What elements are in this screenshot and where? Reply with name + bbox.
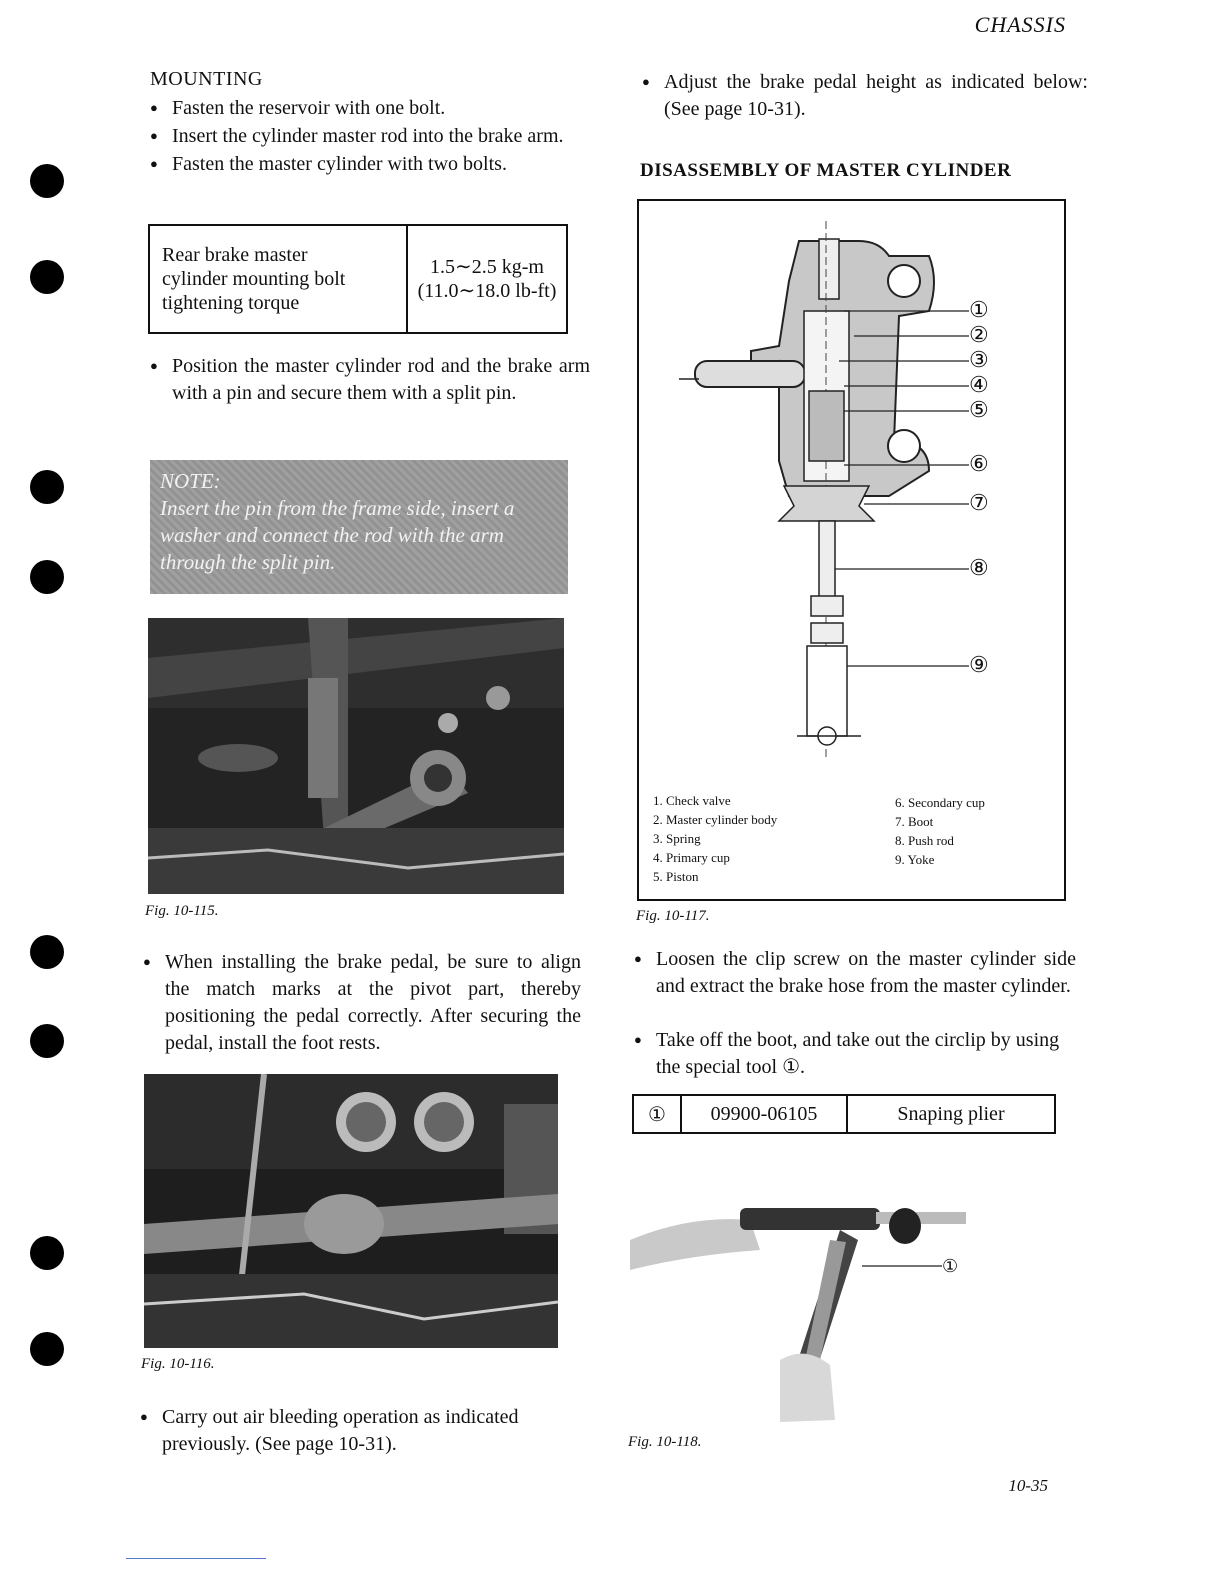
torque-table (148, 224, 568, 334)
callout-6: ⑥ (969, 451, 989, 476)
binder-hole (30, 260, 64, 294)
binder-hole (30, 1332, 64, 1366)
diagram-legend-right (895, 793, 985, 869)
fig-115-caption: Fig. 10-115. (145, 903, 219, 919)
callout-4: ④ (969, 372, 989, 397)
photo-fig-116 (144, 1074, 558, 1348)
footer-rule (126, 1558, 266, 1559)
photo-brake-master-cylinder-mount (148, 618, 564, 894)
list-item: ● Insert the cylinder master rod into the brake arm. (150, 122, 570, 150)
legend-item: 2. Master cylinder body (653, 812, 778, 827)
legend-item: 7. Boot (895, 814, 934, 829)
diagram-legend-left (653, 791, 777, 886)
mounting-steps (150, 94, 570, 178)
list-item: ● Fasten the reservoir with one bolt. (150, 94, 570, 122)
legend-item: 8. Push rod (895, 833, 954, 848)
binder-hole (30, 560, 64, 594)
special-tool-table (632, 1094, 1056, 1134)
binder-hole (30, 164, 64, 198)
callout-5: ⑤ (969, 397, 989, 422)
callout-8: ⑧ (969, 555, 989, 580)
master-cylinder-diagram-box (637, 199, 1066, 901)
note-title: NOTE: (160, 469, 221, 493)
adjust-step: ● Adjust the brake pedal height as indicated below: (See page 10-31). (642, 68, 1088, 123)
photo-snaping-plier-use (630, 1160, 980, 1430)
binder-hole (30, 470, 64, 504)
disassembly-heading: DISASSEMBLY OF MASTER CYLINDER (640, 160, 1012, 181)
callout-1: ① (969, 297, 989, 322)
legend-item: 1. Check valve (653, 793, 731, 808)
callout-2: ② (969, 322, 989, 347)
tool-name-cell: Snaping plier (847, 1095, 1055, 1133)
circlip-step: ● Take off the boot, and take out the circlip by using the special tool ①. (634, 1026, 1076, 1081)
callout-9: ⑨ (969, 652, 989, 677)
legend-item: 4. Primary cup (653, 850, 730, 865)
photo-fig-118 (630, 1160, 980, 1430)
note-text: Insert the pin from the frame side, insert a washer and connect the rod with the arm through the split pin. (160, 496, 515, 574)
section-header: CHASSIS (974, 12, 1066, 37)
callout-7: ⑦ (969, 490, 989, 515)
torque-label-cell: Rear brake master cylinder mounting bolt tightening torque (149, 225, 407, 333)
fig-118-caption: Fig. 10-118. (628, 1434, 702, 1450)
loosen-step: ● Loosen the clip screw on the master cylinder side and extract the brake hose from the master cylinder. (634, 945, 1076, 1000)
legend-item: 6. Secondary cup (895, 795, 985, 810)
legend-item: 9. Yoke (895, 852, 935, 867)
binder-hole (30, 935, 64, 969)
tool-part-number-cell: 09900-06105 (681, 1095, 847, 1133)
legend-item: 3. Spring (653, 831, 701, 846)
bleeding-step: ● Carry out air bleeding operation as indicated previously. (See page 10-31). (140, 1403, 582, 1458)
position-step: ● Position the master cylinder rod and the brake arm with a pin and secure them with a split pin. (150, 352, 590, 407)
photo-fig-115 (148, 618, 564, 894)
mounting-heading: MOUNTING (150, 68, 263, 90)
list-item: ● Fasten the master cylinder with two bolts. (150, 150, 570, 178)
fig-116-caption: Fig. 10-116. (141, 1356, 215, 1372)
fig-118-callout: ① (942, 1256, 959, 1276)
torque-value-cell: 1.5∼2.5 kg-m (11.0∼18.0 lb-ft) (407, 225, 567, 333)
binder-hole (30, 1236, 64, 1270)
legend-item: 5. Piston (653, 869, 699, 884)
photo-brake-pedal-install (144, 1074, 558, 1348)
pedal-step: ● When installing the brake pedal, be sure to align the match marks at the pivot part, thereby positioning the pedal correctly. After securing the pedal, install the foot rests. (143, 948, 581, 1057)
fig-117-caption: Fig. 10-117. (636, 908, 710, 924)
page-number: 10-35 (1008, 1476, 1048, 1495)
binder-hole (30, 1024, 64, 1058)
callout-3: ③ (969, 347, 989, 372)
master-cylinder-diagram (639, 201, 1064, 776)
note-box (150, 460, 568, 594)
tool-ref-cell: ① (633, 1095, 681, 1133)
